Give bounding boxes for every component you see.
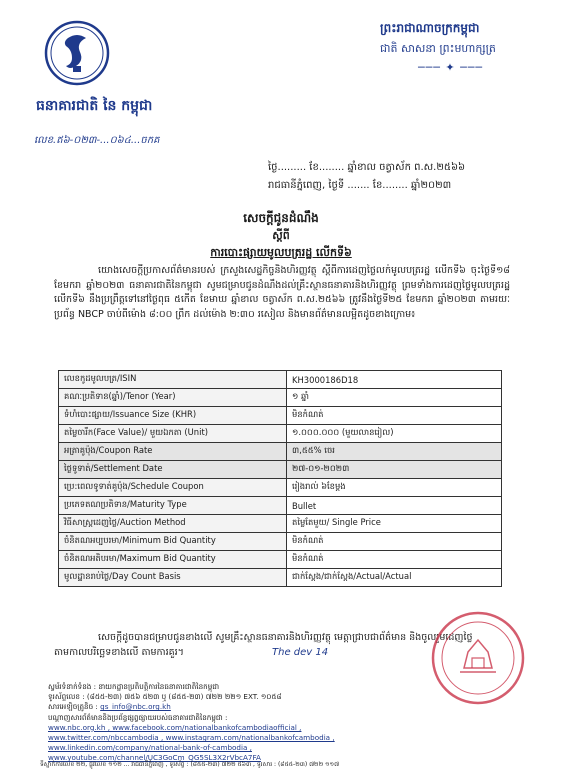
table-label-cell: អត្រាគូប៉ុង/Coupon Rate (59, 443, 287, 461)
footer-contact-office: ស្វម័រទំនាក់ទំនង : នាយកដ្ឋានប្រតិបត្តិការនៃធនាគារជាតិនៃកម្ពុជា (48, 682, 220, 691)
notice-subject: ការបោះផ្សាយមូលបត្ររដ្ឋ លើកទី៦ (210, 246, 352, 259)
table-row (59, 569, 502, 587)
kingdom-title: ព្រះរាជាណាចក្រកម្ពុជា (380, 21, 480, 35)
table-value-cell: រៀងរាល់ ៦ខែម្ដង (287, 479, 502, 497)
table-row (59, 425, 502, 443)
table-label-cell: គណៈប្រតិទាន(ឆ្នាំ)/Tenor (Year) (59, 389, 287, 407)
table-value-cell: តម្លៃតែមួយ/ Single Price (287, 515, 502, 533)
website-link[interactable]: www.nbc.org.kh , www.facebook.com/nationalbankofcambodiaofficial , (48, 722, 302, 732)
reference-number: លេខ.ឥ៦-០២៣-...០៦៤...ចកគ (34, 135, 160, 146)
table-label-cell: ប្រភេទតណប្រតិទាន/Maturity Type (59, 497, 287, 515)
table-label-cell: វិធីសាស្ត្រដេញថ្លៃ/Auction Method (59, 515, 287, 533)
table-value-cell: មិនកំណត់ (287, 533, 502, 551)
table-label-cell: ថ្ងៃទូទាត់/Settlement Date (59, 461, 287, 479)
signature: The dev 14 (272, 647, 329, 658)
table-value-cell: ១.០០០.០០០ (មួយលានរៀល) (287, 425, 502, 443)
notice-title: សេចក្ដីជូនដំណឹង (243, 211, 319, 225)
table-row (59, 479, 502, 497)
official-seal-icon (430, 610, 526, 706)
table-row (59, 497, 502, 515)
notice-subtitle: ស្ដីពី (272, 229, 290, 242)
national-bank-logo (44, 20, 110, 86)
table-row (59, 551, 502, 569)
table-label-cell: ចំនិតណអប្បបរមា/Minimum Bid Quantity (59, 533, 287, 551)
table-value-cell: មិនកំណត់ (287, 551, 502, 569)
table-row (59, 389, 502, 407)
city-date: រាជធានីភ្នំពេញ, ថ្ងៃទី ....... ខែ........ ឆ្នាំ២០២៣ (268, 180, 452, 191)
notice-body: យោងសេចក្ដីប្រកាសព័ត៌មានរបស់ ក្រសួងសេដ្ឋកិច្ចនិងហិរញ្ញវត្ថុ ស្ដីពីការដេញថ្លៃលក់មូលបត្ររដ្ឋ លើកទី៦ ចុះថ្ងៃទី១៨ ខែមករា ឆ្នាំ២០២៣ ធនាគារជាតិនៃកម្ពុជា សូមជម្រាបជូនដំណឹងដល់គ្រឹះស្ថានធនាគារនិងហិរញ្ញវត្ថុ ព្រមទាំងការដេញថ្លៃមូលបត្ររដ្ឋ លើកទី៦ នឹងប្រព្រឹត្តទៅនៅថ្ងៃពុធ ៥កើត ខែមាឃ ឆ្នាំខាល ចត្វាស័ក ព.ស.២៥៦៦ ត្រូវនឹងថ្ងៃទី២៥ ខែមករា ឆ្នាំ២០២៣ តាមរយៈប្រព័ន្ធ NBCP ចាប់ពីម៉ោង ៨:០០ ព្រឹក ដល់ម៉ោង ២:៣០ រសៀល និងមានព័ត៌មានលម្អិតដូចខាងក្រោម៖ (54, 265, 510, 320)
bank-name: ធនាគារជាតិ នៃ កម្ពុជា (36, 98, 153, 114)
table-row (59, 407, 502, 425)
table-label-cell: ប្រេ:ពេលទូទាត់គូប៉ុង/Schedule Coupon (59, 479, 287, 497)
youtube-link[interactable]: www.youtube.com/channel/UC3GoCm_QG5SL3X2rVbcA7FA (48, 753, 261, 763)
table-value-cell: ជាក់ស្ដែង/ជាក់ស្ដែង/Actual/Actual (287, 569, 502, 587)
table-value-cell: ២៧-០១-២០២៣ (287, 461, 502, 479)
table-value-cell: KH3000186D18 (287, 371, 502, 389)
table-row (59, 371, 502, 389)
footer-address: ទីស្នាក់ការលេខ ២២, ផ្លូវលេខ ១១២ ... រាជធានីភ្នំពេញ , ទូរស័ព្ទ : (៨៥៥-២៣) ៧២២ ៥៦៣ , ទូរសារ : (៨៥៥-២៣) ៧២២ ១១៧ (40, 761, 340, 768)
table-label-cell: ទំហំបោះផ្សាយ/Issuance Size (KHR) (59, 407, 287, 425)
table-row (59, 515, 502, 533)
footer-contacts (48, 682, 335, 764)
table-label-cell: តម្លៃចារឹក(Face Value)/ មួយឯកតា (Unit) (59, 425, 287, 443)
footer-email-label: សារអេឡិចត្រូនិច : (48, 702, 98, 712)
table-value-cell: Bullet (287, 497, 502, 515)
lunar-date: ថ្ងៃ......... ខែ........ ឆ្នាំខាល ចត្វាស័ក ព.ស.២៥៦៦ (268, 162, 466, 173)
table-value-cell: ៣,៥៥% ចេរ (287, 443, 502, 461)
footer-social-label: បណ្ដាញសារព័ត៌មាននិងប្រព័ន្ធផ្សព្វផ្សាយរបស់ធនាគារជាតិនៃកម្ពុជា : (48, 712, 228, 722)
table-row (59, 533, 502, 551)
linkedin-link[interactable]: www.linkedin.com/company/national-bank-of-cambodia , (48, 743, 252, 753)
national-motto: ជាតិ សាសនា ព្រះមហាក្សត្រ (380, 42, 496, 55)
table-label-cell: មូលដ្ឋានរាប់ថ្ងៃ/Day Count Basis (59, 569, 287, 587)
table-value-cell: មិនកំណត់ (287, 407, 502, 425)
footer-email-line (48, 702, 335, 712)
table-label-cell: ចំនិតណអតិបរមា/Maximum Bid Quantity (59, 551, 287, 569)
table-label-cell: លេខកូដមូលបត្រ/ISIN (59, 371, 287, 389)
closing-paragraph: សេចក្ដីដូចបានជម្រាបជូនខាងលើ សូមគ្រឹះស្ថានធនាគារនិងហិរញ្ញវត្ថុ មេត្តាជ្រាបជាព័ត៌មាន និងចូលរួមដេញថ្លៃតាមកាលបរិច្ឆេទខាងលើ តាមការគួរ។ (54, 632, 473, 658)
header-ornament: ─── ✦ ─── (418, 61, 483, 74)
table-row (59, 461, 502, 479)
email-link[interactable]: gs_info@nbc.org.kh (100, 702, 171, 712)
twitter-instagram-link[interactable]: www.twitter.com/nbccambodia , www.instagram.com/nationalbankofcambodia , (48, 733, 335, 743)
bond-details-table (58, 370, 502, 587)
table-value-cell: ១ ឆ្នាំ (287, 389, 502, 407)
table-row (59, 443, 502, 461)
footer-phone: ទូរស័ព្ទលេខ : (៨៥៥-២៣) ៧៥៦ ៥២៣ ឬ (៨៥៥-២៣) ៧២២ ២២១ EXT. ១០៥៨ (48, 692, 282, 702)
